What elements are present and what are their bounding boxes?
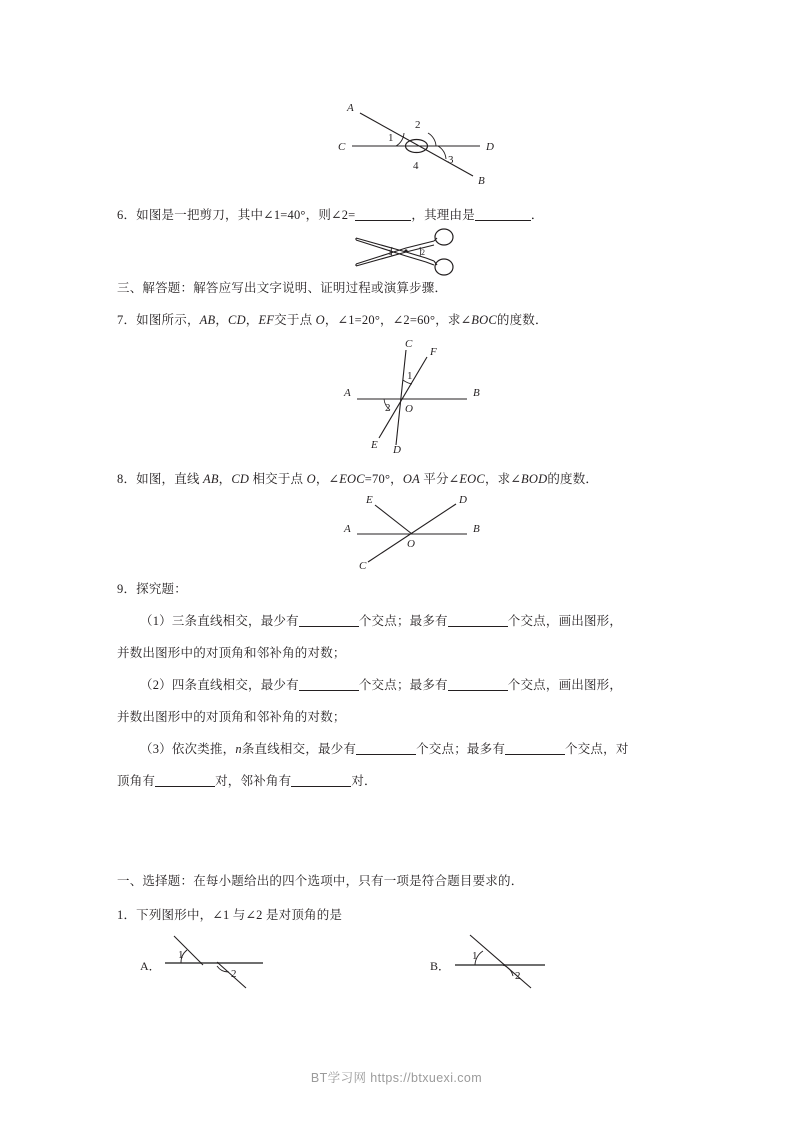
figure-q8-label-D: D [459, 494, 467, 506]
question-7-sep-2: ， [245, 313, 259, 327]
question-9-part3-blank-2[interactable] [505, 742, 565, 755]
section-three-heading [117, 279, 447, 298]
question-8-angle-eoc: EOC [339, 472, 365, 486]
question-7-line-ef: EF [258, 313, 275, 327]
footer-watermark-text: BT学习网 https://btxuexi.com [310, 1071, 483, 1085]
question-8-line-cd: CD [231, 472, 250, 486]
option-b-label-text: B． [430, 959, 451, 973]
figure-angle-4: 4 [413, 160, 419, 172]
figure-label-B: B [478, 175, 485, 187]
figure-label-C: C [338, 141, 346, 153]
question-9-part3-blank-1[interactable] [356, 742, 416, 755]
option-a-label[interactable] [140, 957, 161, 974]
question-8-text [117, 470, 598, 489]
figure-option-b-angle-2: 2 [515, 970, 521, 982]
question-7-prefix: 7．如图所示， [117, 313, 200, 327]
figure-option-a-angle-2: 2 [231, 968, 237, 980]
figure-option-b-angle-1: 1 [472, 950, 478, 962]
question-8-angle-eoc-2: EOC [459, 472, 485, 486]
figure-q7-three-lines [335, 338, 495, 456]
question-8-sep-1: ， [218, 472, 232, 486]
section-one-heading-text: 一、选择题：在每小题给出的四个选项中，只有一项是符合题目要求的． [117, 874, 524, 888]
figure-q7-angle-2: 2 [385, 402, 391, 414]
figure-label-A: A [347, 102, 354, 114]
figure-option-a [163, 932, 273, 992]
question-1-text [117, 906, 342, 925]
question-8-line-ab: AB [202, 472, 219, 486]
option-b-label[interactable] [430, 957, 450, 974]
question-8-point-o: O [306, 472, 316, 486]
question-9-part3-line2 [117, 772, 377, 791]
figure-angle-3: 3 [448, 154, 454, 166]
question-9-part2-a: （2）四条直线相交，最少有 [140, 678, 299, 692]
figure-q7-label-C: C [405, 338, 413, 350]
question-6-blank-1[interactable] [355, 208, 411, 221]
question-9-part2-blank-2[interactable] [448, 678, 508, 691]
question-9-part2-blank-1[interactable] [299, 678, 359, 691]
section-one-heading [117, 872, 523, 891]
figure-q8-label-C: C [359, 560, 367, 572]
question-6-part3: ． [530, 208, 544, 222]
question-9-part1-blank-1[interactable] [299, 614, 359, 627]
figure-angle-2: 2 [415, 119, 421, 131]
question-9-part3-blank-3[interactable] [155, 774, 215, 787]
question-9-part1-line1 [140, 612, 622, 631]
figure-scissors-angle-1: 1 [388, 248, 392, 257]
question-8-tail-2: =70°， [364, 472, 403, 486]
figure-q8-label-A: A [344, 523, 351, 535]
question-9-part3-line2-c: 对． [351, 774, 377, 788]
figure-q8-label-E: E [366, 494, 373, 506]
question-7-line-cd: CD [228, 313, 246, 327]
question-7-target-angle: BOC [471, 313, 497, 327]
figure-q7-label-F: F [430, 346, 437, 358]
option-a-label-text: A． [140, 959, 161, 973]
figure-option-a-angle-1: 1 [178, 949, 184, 961]
figure-q7-label-D: D [393, 444, 401, 456]
question-9-part2-line2 [117, 708, 346, 727]
question-9-part2-b: 个交点；最多有 [358, 678, 448, 692]
question-9-title-text: 9．探究题： [117, 582, 187, 596]
question-9-part3-n: n [235, 742, 242, 756]
question-9-part3-c: 个交点；最多有 [416, 742, 506, 756]
question-9-part2-line1 [140, 676, 622, 695]
question-7-text [117, 311, 548, 330]
figure-q7-label-O: O [405, 403, 413, 415]
question-9-part2-c: 个交点，画出图形， [507, 678, 623, 692]
figure-q8-lines [335, 492, 495, 570]
figure-q7-label-B: B [473, 387, 480, 399]
question-9-part3-line1 [140, 740, 629, 759]
figure-q7-angle-1: 1 [407, 370, 413, 382]
question-9-part3-a: （3）依次类推， [140, 742, 236, 756]
figure-option-b [453, 932, 563, 992]
figure-q7-label-A: A [344, 387, 351, 399]
question-8-mid: 相交于点 [249, 472, 307, 486]
question-7-line-ab: AB [199, 313, 216, 327]
question-9-part3-line2-a: 顶角有 [117, 774, 156, 788]
figure-angle-1: 1 [388, 132, 394, 144]
question-7-sep-1: ， [215, 313, 229, 327]
figure-two-intersecting-lines [330, 100, 520, 190]
figure-q7-label-E: E [371, 439, 378, 451]
question-6-part2: ，其理由是 [411, 208, 475, 222]
question-8-tail-1: ，∠ [315, 472, 340, 486]
question-7-tail: ，∠1=20°，∠2=60°，求∠ [324, 313, 472, 327]
question-1-text-content: 1．下列图形中，∠1 与∠2 是对顶角的是 [117, 908, 343, 922]
question-9-part1-a: （1）三条直线相交，最少有 [140, 614, 299, 628]
question-7-suffix: 的度数． [496, 313, 548, 327]
figure-q8-label-O: O [407, 538, 415, 550]
figure-scissors-angle-2: 2 [421, 248, 425, 257]
question-9-title [117, 580, 187, 599]
question-8-tail-4: ，求∠ [484, 472, 522, 486]
question-7-point-o: O [315, 313, 325, 327]
question-6-part1: 6．如图是一把剪刀，其中∠1=40°，则∠2= [117, 208, 356, 222]
question-9-part1-line2-text: 并数出图形中的对顶角和邻补角的对数； [117, 646, 346, 660]
question-9-part1-line2 [117, 644, 346, 663]
question-8-ray-oa: OA [402, 472, 420, 486]
question-9-part2-line2-text: 并数出图形中的对顶角和邻补角的对数； [117, 710, 346, 724]
question-9-part3-line2-b: 对，邻补角有 [215, 774, 292, 788]
question-9-part3-blank-4[interactable] [291, 774, 351, 787]
question-6-blank-2[interactable] [475, 208, 531, 221]
question-8-prefix: 8．如图，直线 [117, 472, 203, 486]
question-8-suffix: 的度数． [547, 472, 599, 486]
question-7-mid: 交于点 [274, 313, 316, 327]
section-three-heading-text: 三、解答题：解答应写出文字说明、证明过程或演算步骤． [117, 281, 448, 295]
question-9-part1-blank-2[interactable] [448, 614, 508, 627]
question-9-part3-b: 条直线相交，最少有 [241, 742, 357, 756]
footer-watermark [0, 1068, 793, 1086]
figure-q8-label-B: B [473, 523, 480, 535]
question-9-part1-c: 个交点，画出图形， [507, 614, 623, 628]
figure-label-D: D [486, 141, 494, 153]
question-9-part3-d: 个交点，对 [565, 742, 629, 756]
figure-scissors [348, 228, 468, 276]
question-9-part1-b: 个交点；最多有 [358, 614, 448, 628]
question-8-angle-bod: BOD [521, 472, 548, 486]
question-8-tail-3: 平分∠ [419, 472, 460, 486]
question-6-text [117, 206, 544, 225]
